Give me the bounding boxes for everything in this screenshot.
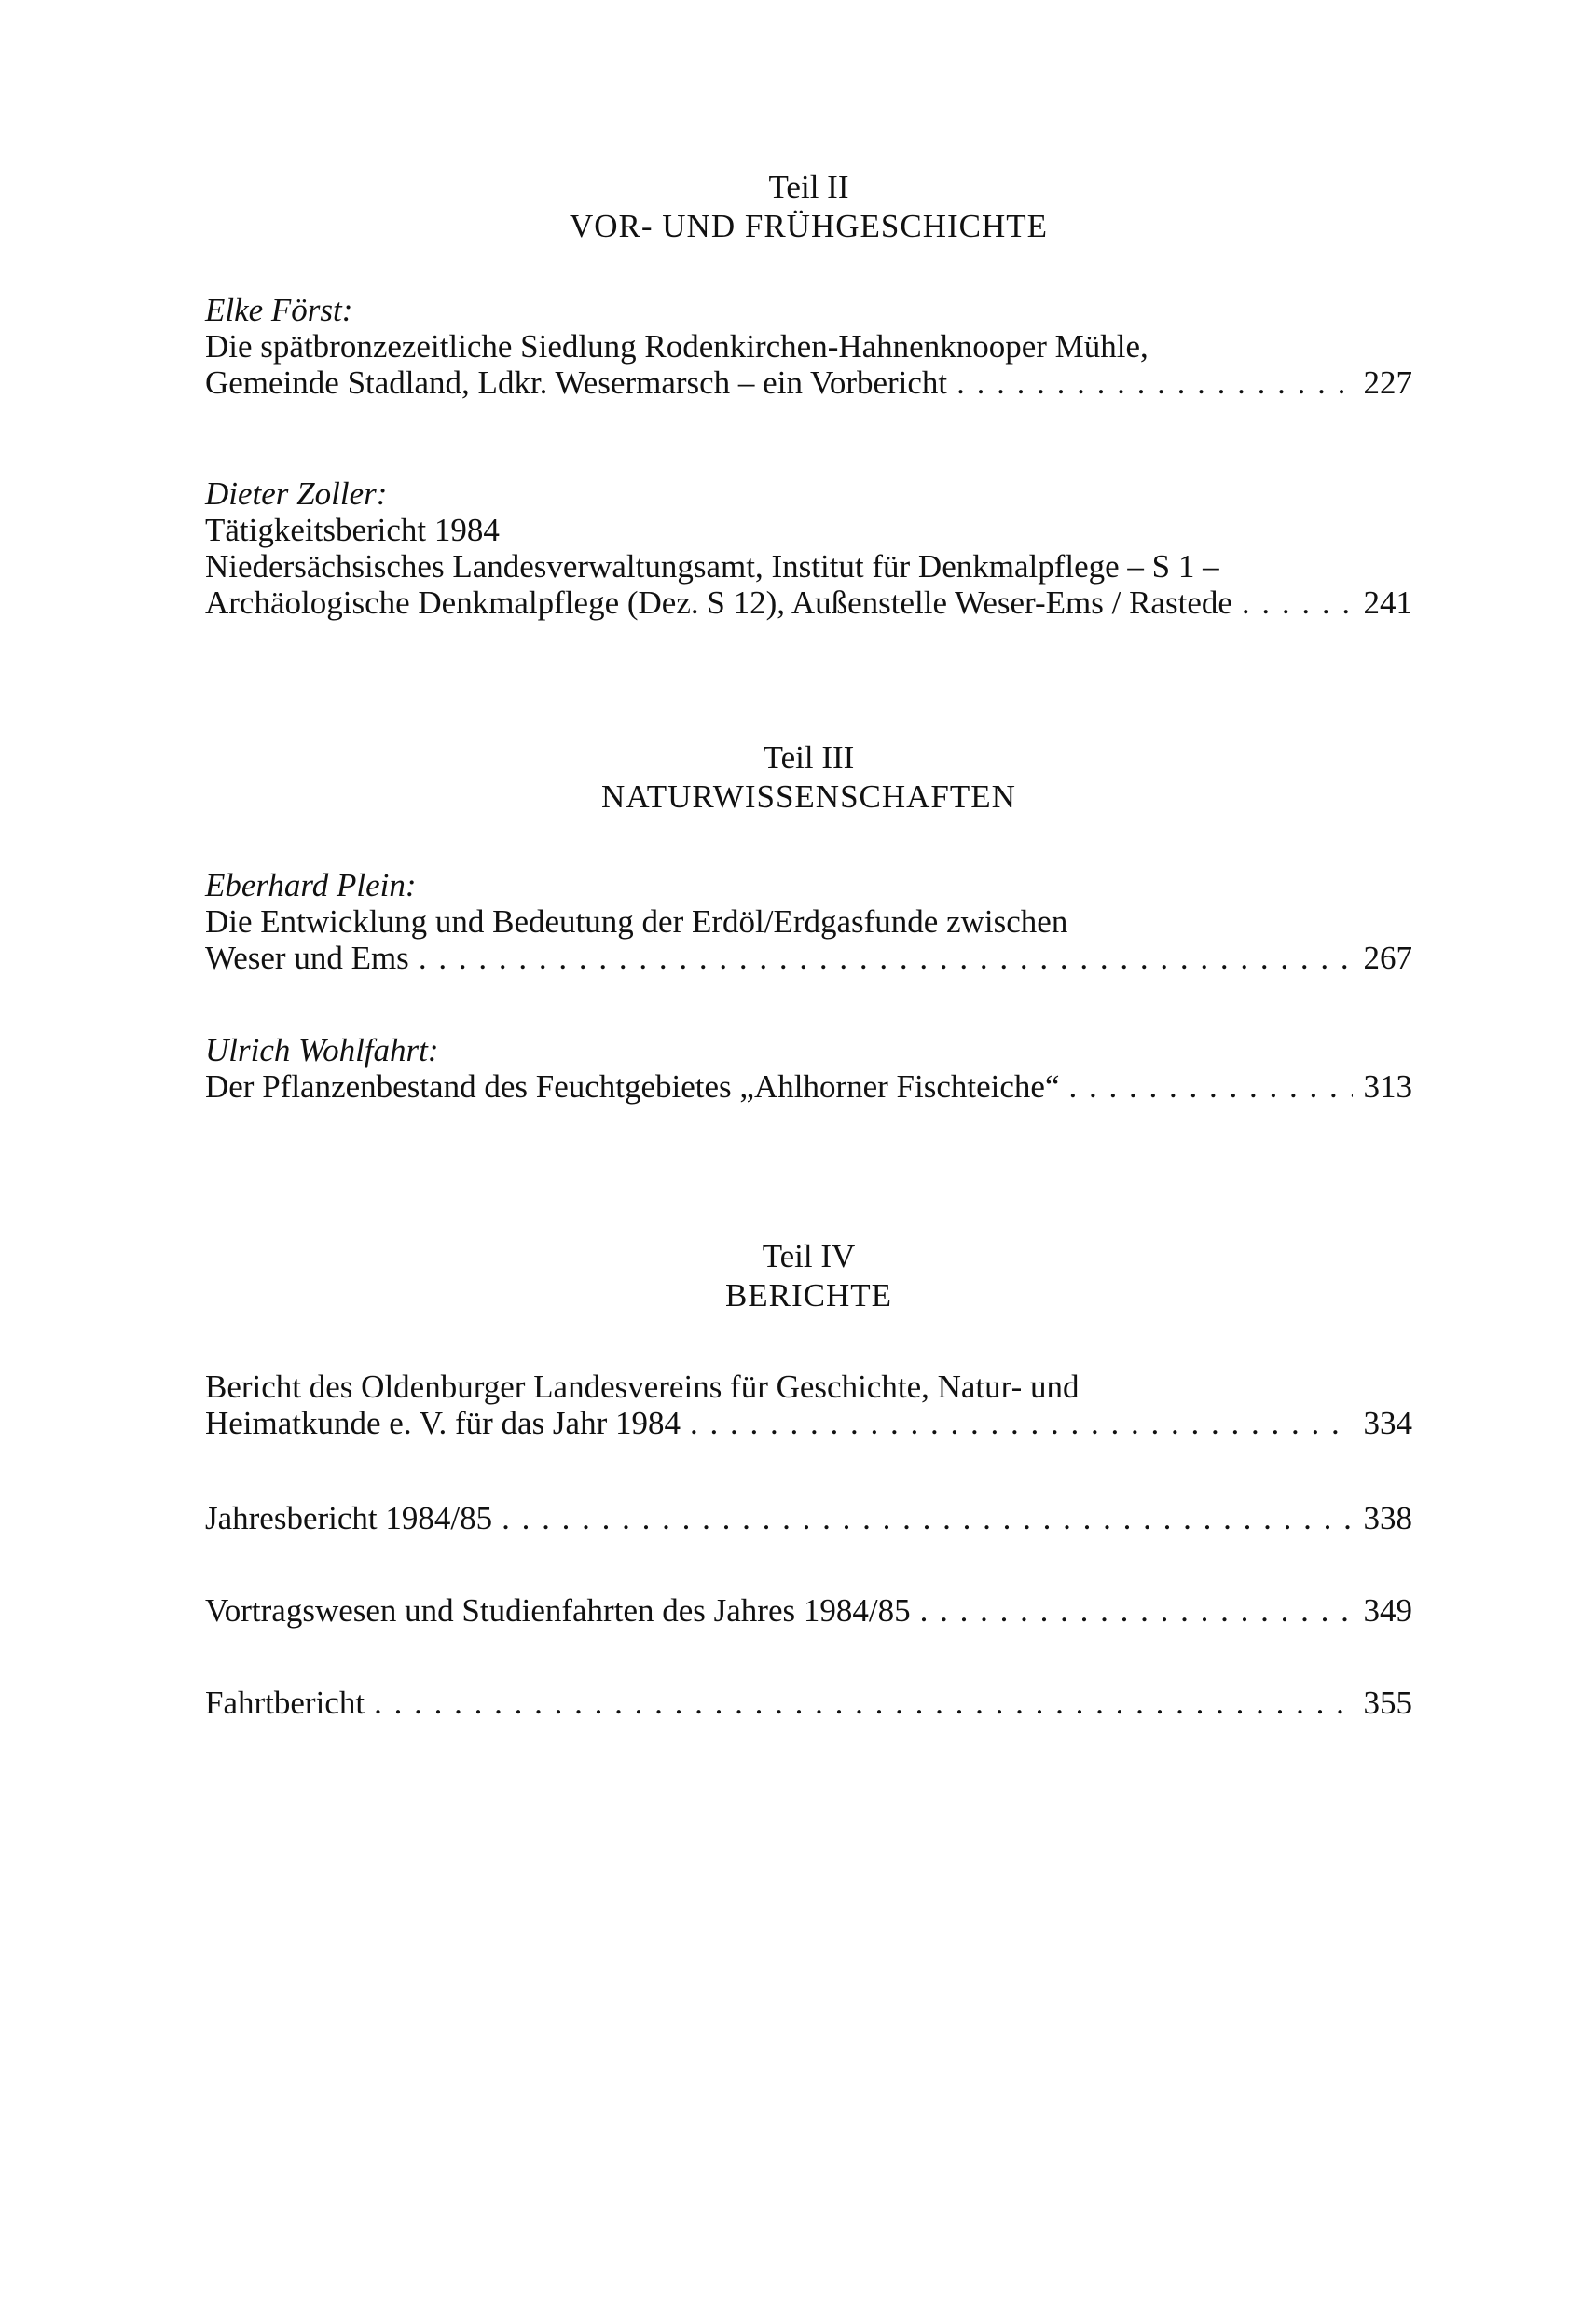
toc-line[interactable] bbox=[205, 1500, 1412, 1536]
toc-line[interactable] bbox=[205, 1405, 1412, 1441]
toc-entry-fahrtbericht bbox=[205, 1685, 1412, 1721]
part-heading-4 bbox=[205, 1237, 1412, 1315]
entry-author: Ulrich Wohlfahrt: bbox=[205, 1032, 439, 1068]
page-number: 267 bbox=[1363, 940, 1412, 976]
part-heading-3 bbox=[205, 738, 1412, 817]
page-number: 355 bbox=[1363, 1685, 1412, 1721]
dot-leader bbox=[911, 1592, 1353, 1629]
entry-title-last-line: Heimatkunde e. V. für das Jahr 1984 bbox=[205, 1405, 681, 1441]
toc-line[interactable] bbox=[205, 1068, 1412, 1105]
page-number: 227 bbox=[1363, 365, 1412, 401]
part-title: BERICHTE bbox=[724, 1277, 893, 1314]
toc-line[interactable] bbox=[205, 365, 1412, 401]
toc-entry-landesverein bbox=[205, 1369, 1412, 1441]
toc-entry-foerst bbox=[205, 292, 1412, 401]
toc-entry-jahresbericht bbox=[205, 1500, 1412, 1536]
entry-title-last-line: Der Pflanzenbestand des Feuchtgebietes „Ahlhorner Fischteiche“ bbox=[205, 1068, 1060, 1105]
dot-leader bbox=[492, 1500, 1353, 1536]
toc-line[interactable] bbox=[205, 1592, 1412, 1629]
toc-entry-wohlfahrt bbox=[205, 1032, 1412, 1105]
entry-author: Eberhard Plein: bbox=[205, 867, 417, 903]
page-number: 313 bbox=[1363, 1068, 1412, 1105]
dot-leader bbox=[1232, 585, 1353, 621]
entry-title-last-line: Weser und Ems bbox=[205, 940, 409, 976]
toc-line[interactable] bbox=[205, 1685, 1412, 1721]
entry-author: Elke Först: bbox=[205, 292, 353, 328]
part-heading-2 bbox=[205, 168, 1412, 246]
entry-title-last-line: Gemeinde Stadland, Ldkr. Wesermarsch – ein Vorbericht bbox=[205, 365, 948, 401]
part-label: Teil III bbox=[763, 739, 855, 776]
dot-leader bbox=[1059, 1068, 1353, 1105]
entry-title-last-line: Fahrtbericht bbox=[205, 1685, 365, 1721]
entry-title-line: Die Entwicklung und Bedeutung der Erdöl/Erdgasfunde zwischen bbox=[205, 903, 1068, 940]
part-title: NATURWISSENSCHAFTEN bbox=[601, 778, 1016, 815]
page-number: 334 bbox=[1363, 1405, 1412, 1441]
page-number: 241 bbox=[1363, 585, 1412, 621]
part-title: VOR- UND FRÜHGESCHICHTE bbox=[569, 208, 1049, 244]
toc-entry-vortragswesen bbox=[205, 1592, 1412, 1629]
entry-title-line: Bericht des Oldenburger Landesvereins für Geschichte, Natur- und bbox=[205, 1369, 1080, 1405]
entry-title-line: Die spätbronzezeitliche Siedlung Rodenkirchen-Hahnenknooper Mühle, bbox=[205, 328, 1149, 365]
dot-leader bbox=[409, 940, 1353, 976]
toc-entry-zoller bbox=[205, 475, 1412, 621]
entry-title-line: Niedersächsisches Landesverwaltungsamt, Institut für Denkmalpflege – S 1 – bbox=[205, 548, 1219, 585]
entry-author: Dieter Zoller: bbox=[205, 475, 388, 512]
entry-title-last-line: Vortragswesen und Studienfahrten des Jahres 1984/85 bbox=[205, 1592, 911, 1629]
toc-line[interactable] bbox=[205, 940, 1412, 976]
toc-line[interactable] bbox=[205, 585, 1412, 621]
dot-leader bbox=[365, 1685, 1353, 1721]
page-number: 338 bbox=[1363, 1500, 1412, 1536]
dot-leader bbox=[681, 1405, 1353, 1441]
page-number: 349 bbox=[1363, 1592, 1412, 1629]
entry-title-line: Tätigkeitsbericht 1984 bbox=[205, 512, 500, 548]
entry-title-last-line: Archäologische Denkmalpflege (Dez. S 12), Außenstelle Weser-Ems / Rastede bbox=[205, 585, 1232, 621]
part-label: Teil IV bbox=[762, 1238, 856, 1274]
dot-leader bbox=[947, 365, 1353, 401]
part-label: Teil II bbox=[768, 169, 849, 205]
entry-title-last-line: Jahresbericht 1984/85 bbox=[205, 1500, 493, 1536]
toc-entry-plein bbox=[205, 867, 1412, 976]
